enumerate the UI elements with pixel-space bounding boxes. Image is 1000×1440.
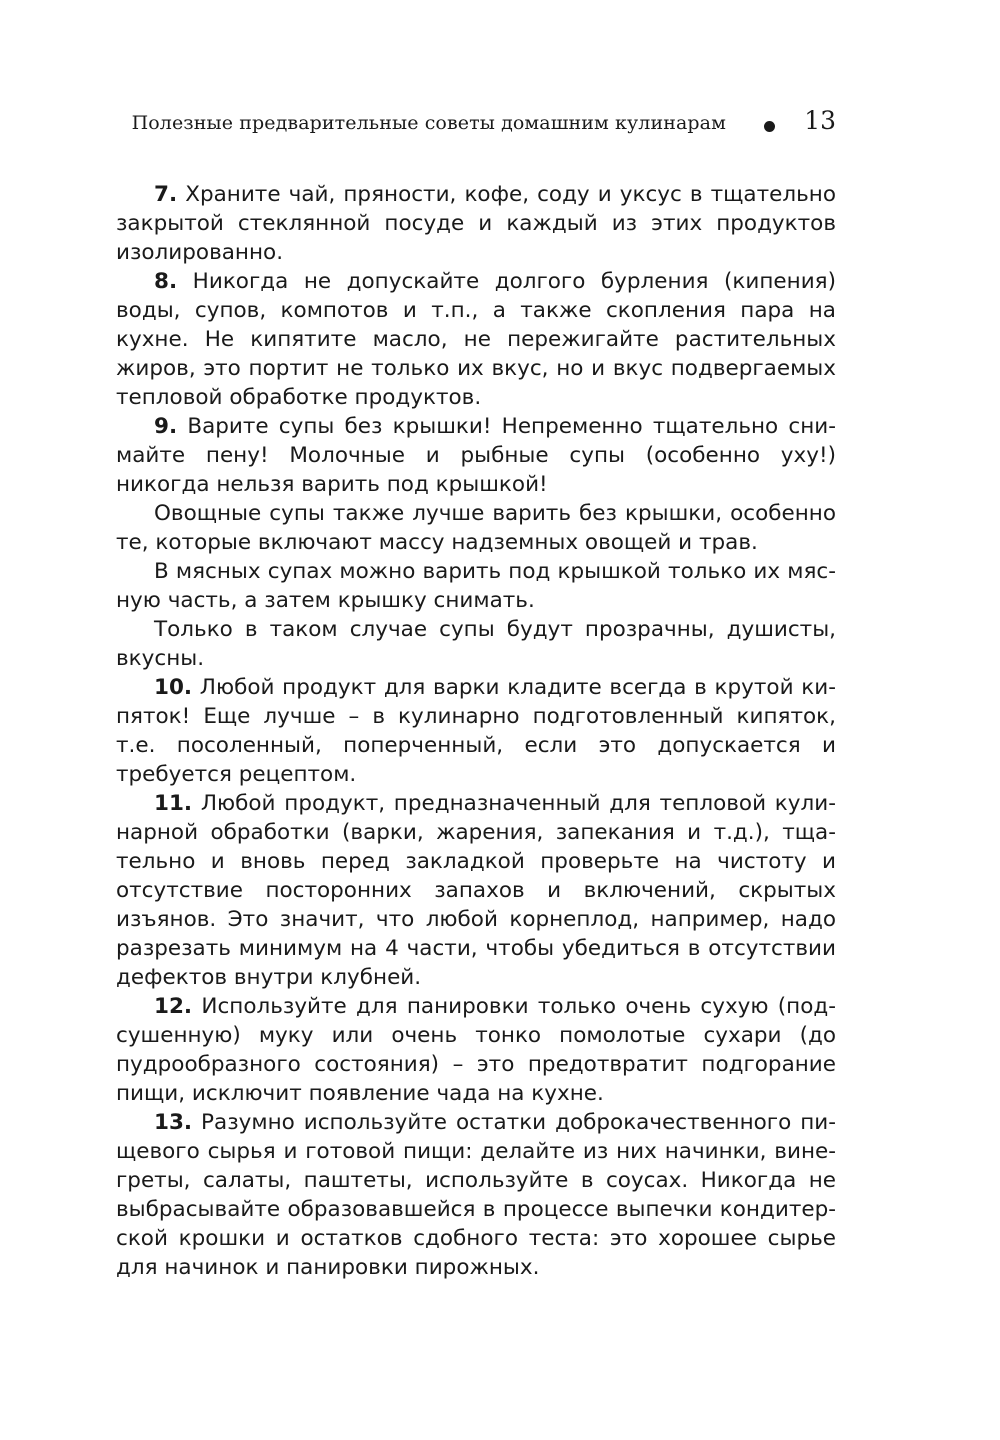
bullet-separator-icon bbox=[764, 121, 775, 132]
tip-text: Разумно используйте остатки доброкачественного пищевого сырья и готовой пищи: делайте из них начинки, винегреты, салаты, паштеты, используйте в соусах. Никогда не выбрасывайте образовавшейся в процессе выпечки кондитерской крошки и остатков сдобного теста: это хорошее сырье для начинок и панировки пирожных. bbox=[116, 1110, 836, 1280]
running-header-title: Полезные предварительные советы домашним кулинарам bbox=[131, 112, 726, 134]
tip-paragraph-11 bbox=[116, 789, 836, 992]
paragraph-text: Овощные супы также лучше варить без крышки, особенно те, которые включают массу надземных овощей и трав. bbox=[116, 501, 836, 555]
paragraph-clear-soups bbox=[116, 615, 836, 673]
paragraph-text: Только в таком случае супы будут прозрачны, душисты, вкусны. bbox=[116, 617, 836, 671]
tip-number: 8. bbox=[154, 269, 178, 294]
tip-number: 12. bbox=[154, 994, 193, 1019]
tip-paragraph-13 bbox=[116, 1108, 836, 1282]
tip-text: Любой продукт для варки кладите всегда в крутой кипяток! Еще лучше – в кулинарно подготовленный кипяток, т.е. посоленный, поперченный, если это допускается и требуется рецептом. bbox=[116, 675, 836, 787]
tip-number: 11. bbox=[154, 791, 193, 816]
tip-text: Используйте для панировки только очень сухую (подсушенную) муку или очень тонко помолотые сухари (до пудрообразного состояния) – это предотвратит подгорание пищи, исключит появление чада на кухне. bbox=[116, 994, 836, 1106]
paragraph-vegetable-soups bbox=[116, 499, 836, 557]
tip-number: 9. bbox=[154, 414, 178, 439]
tip-paragraph-7 bbox=[116, 180, 836, 267]
tip-paragraph-8 bbox=[116, 267, 836, 412]
tip-paragraph-9 bbox=[116, 412, 836, 499]
tip-text: Храните чай, пряности, кофе, соду и уксус в тщательно закрытой стеклянной посуде и каждый из этих продуктов изолированно. bbox=[116, 182, 836, 265]
tip-paragraph-10 bbox=[116, 673, 836, 789]
paragraph-text: В мясных супах можно варить под крышкой только их мясную часть, а затем крышку снимать. bbox=[116, 559, 836, 613]
tip-text: Варите супы без крышки! Непременно тщательно снимайте пену! Молочные и рыбные супы (особенно уху!) никогда нельзя варить под крышкой! bbox=[116, 414, 836, 497]
tip-number: 7. bbox=[154, 182, 178, 207]
tip-number: 10. bbox=[154, 675, 193, 700]
page-number: 13 bbox=[804, 106, 836, 135]
paragraph-meat-soups bbox=[116, 557, 836, 615]
tip-number: 13. bbox=[154, 1110, 193, 1135]
tip-text: Никогда не допускайте долгого бурления (кипения) воды, супов, компотов и т.п., а также скопления пара на кухне. Не кипятите масло, не пережигайте растительных жиров, это портит не только их вкус, но и вкус подвергаемых тепловой обработке продуктов. bbox=[116, 269, 836, 410]
body-text bbox=[116, 180, 836, 1282]
tip-paragraph-12 bbox=[116, 992, 836, 1108]
running-header bbox=[116, 108, 836, 140]
tip-text: Любой продукт, предназначенный для тепловой кулинарной обработки (варки, жарения, запекания и т.д.), тщательно и вновь перед закладкой проверьте на чистоту и отсутствие посторонних запахов и включений, скрытых изъянов. Это значит, что любой корнеплод, например, надо разрезать минимум на 4 части, чтобы убедиться в отсутствии дефектов внутри клубней. bbox=[116, 791, 836, 990]
